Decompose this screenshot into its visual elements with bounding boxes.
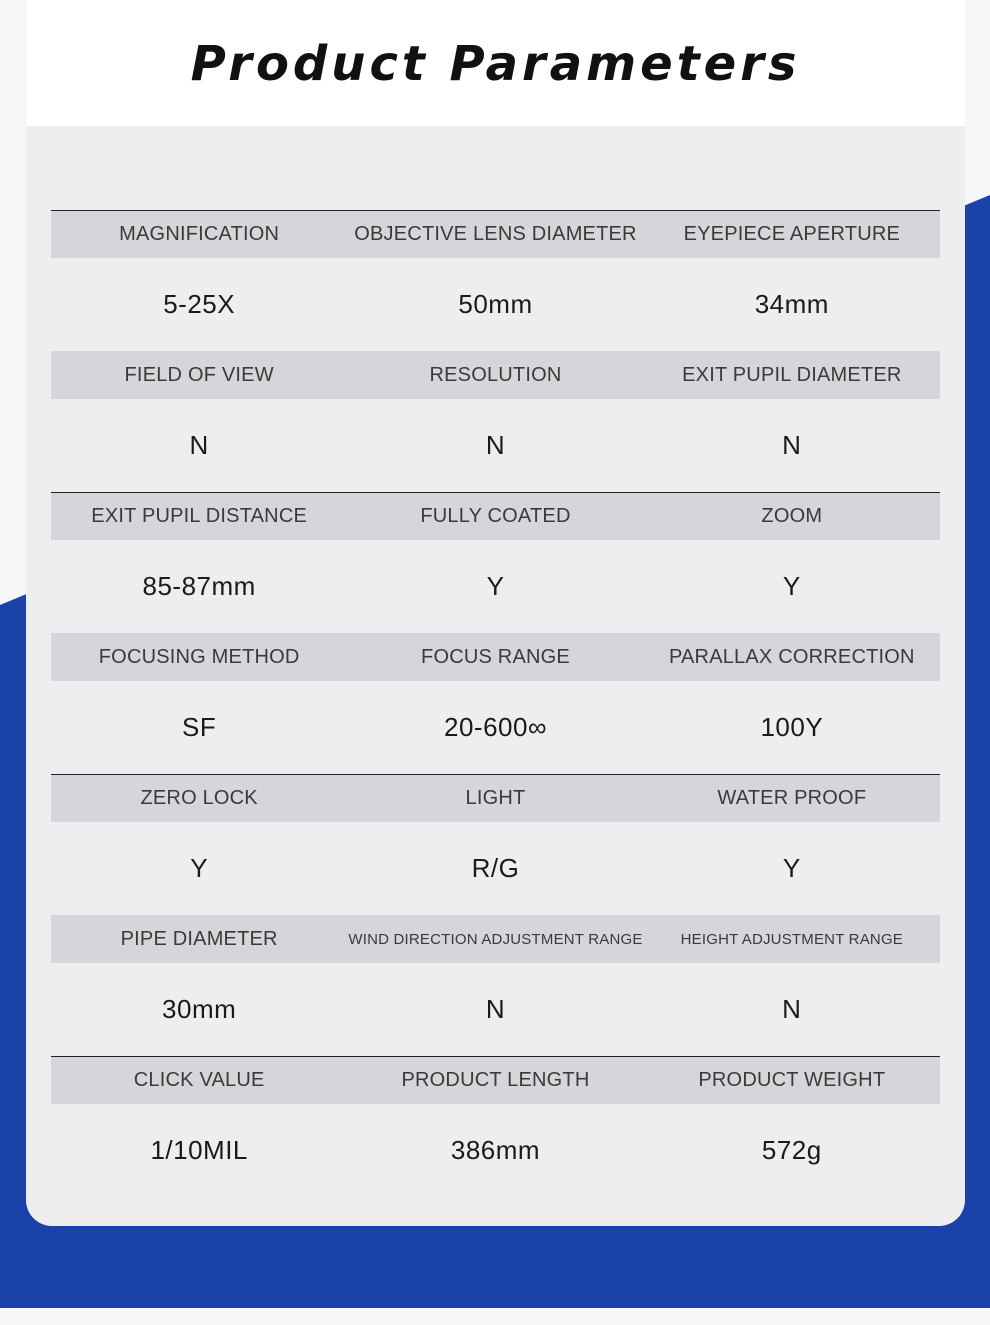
parameter-value: 1/10MIL [150, 1135, 248, 1165]
parameter-label: EXIT PUPIL DIAMETER [682, 363, 902, 386]
parameter-value: 386mm [450, 1135, 541, 1165]
parameter-value: 30mm [162, 994, 237, 1024]
parameter-row-group [51, 633, 940, 774]
label-row [51, 633, 940, 681]
parameter-value: N [485, 430, 506, 460]
label-row [51, 774, 940, 822]
parameter-label: PRODUCT LENGTH [401, 1069, 590, 1091]
parameter-value: 85-87mm [142, 571, 256, 601]
parameter-value: 34mm [754, 289, 829, 319]
parameter-label: FULLY COATED [420, 505, 571, 527]
label-row [51, 915, 940, 963]
parameter-value: N [485, 994, 506, 1024]
parameter-label: EXIT PUPIL DISTANCE [91, 505, 308, 527]
parameters-table [51, 210, 940, 1197]
parameter-value: Y [782, 853, 801, 883]
parameter-value: 100Y [760, 712, 824, 742]
parameter-row-group [51, 492, 940, 633]
parameter-value: 50mm [458, 289, 533, 319]
parameter-label: CLICK VALUE [133, 1069, 265, 1091]
parameter-label: WATER PROOF [717, 787, 867, 809]
parameter-label: PRODUCT WEIGHT [698, 1069, 886, 1091]
parameter-label: LIGHT [465, 787, 526, 809]
parameter-value: 572g [761, 1135, 822, 1165]
parameter-label: RESOLUTION [429, 363, 562, 386]
value-row [51, 399, 940, 492]
parameter-label: MAGNIFICATION [119, 223, 280, 245]
label-row [51, 351, 940, 399]
parameters-card [26, 0, 965, 1226]
parameter-value: N [189, 430, 209, 460]
parameter-value: N [782, 994, 802, 1024]
label-row [51, 210, 940, 258]
value-row [51, 681, 940, 774]
parameter-row-group [51, 915, 940, 1056]
parameter-row-group [51, 774, 940, 915]
label-row [51, 1056, 940, 1104]
value-row [51, 1104, 940, 1197]
parameter-value: Y [782, 571, 801, 601]
parameter-value: SF [182, 712, 217, 742]
value-row [51, 540, 940, 633]
parameter-label: PIPE DIAMETER [120, 927, 278, 950]
parameter-value: R/G [471, 853, 520, 883]
parameter-value: 5-25X [163, 289, 236, 319]
parameter-row-group [51, 210, 940, 351]
parameter-label: OBJECTIVE LENS DIAMETER [354, 223, 637, 245]
parameter-value: Y [486, 571, 505, 601]
parameter-label: EYEPIECE APERTURE [683, 223, 901, 245]
parameter-value: Y [190, 853, 209, 883]
parameter-label: FOCUS RANGE [421, 645, 570, 668]
card-header [26, 0, 965, 126]
parameter-label: ZOOM [761, 505, 823, 527]
parameter-label: ZERO LOCK [140, 787, 258, 809]
value-row [51, 258, 940, 351]
page-title: Product Parameters [190, 36, 801, 92]
value-row [51, 822, 940, 915]
parameter-label: FIELD OF VIEW [124, 363, 274, 386]
bottom-strip [0, 1308, 990, 1325]
parameter-row-group [51, 351, 940, 492]
parameter-label: WIND DIRECTION ADJUSTMENT RANGE [348, 930, 643, 948]
value-row [51, 963, 940, 1056]
parameter-label: FOCUSING METHOD [98, 645, 300, 668]
parameter-row-group [51, 1056, 940, 1197]
label-row [51, 492, 940, 540]
parameter-value: N [782, 430, 802, 460]
parameter-value: 20-600∞ [443, 712, 547, 742]
parameter-label: HEIGHT ADJUSTMENT RANGE [680, 930, 904, 948]
parameter-label: PARALLAX CORRECTION [668, 645, 915, 668]
